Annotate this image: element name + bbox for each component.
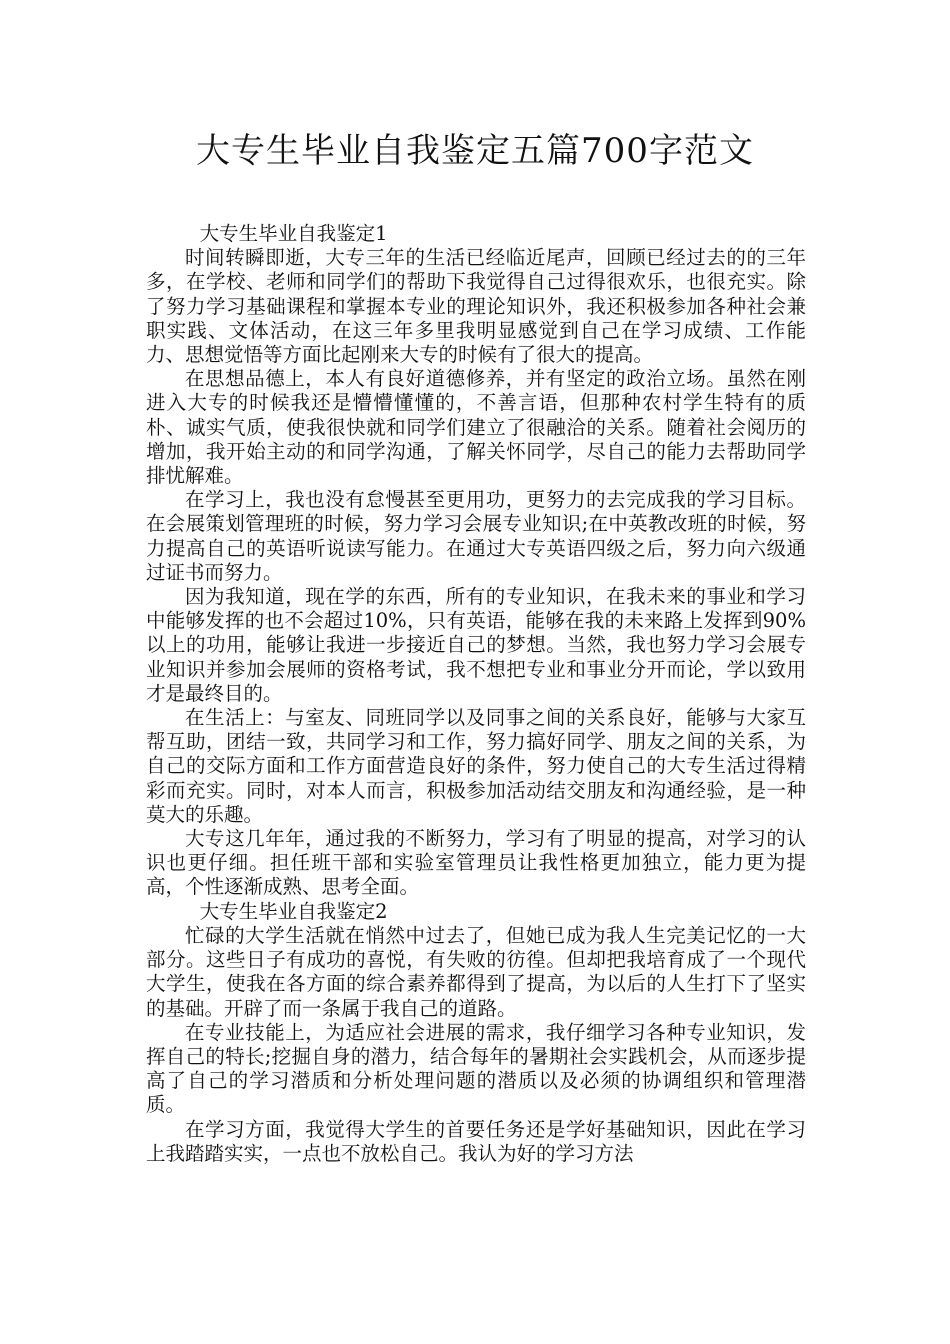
document-body [146, 222, 806, 1166]
section-heading: 大专生毕业自我鉴定2 [199, 899, 388, 923]
document-title: 大专生毕业自我鉴定五篇700字范文 [196, 131, 754, 171]
paragraph: 因为我知道，现在学的东西，所有的专业知识，在我未来的事业和学习中能够发挥的也不会超过10%，只有英语，能够在我的未来路上发挥到90%以上的功用，能够让我进一步接近自己的梦想。当然，我也努力学习会展专业知识并参加会展师的资格考试，我不想把专业和事业分开而论，学以致用才是最终目的。 [146, 585, 806, 705]
paragraph: 在学习方面，我觉得大学生的首要任务还是学好基础知识，因此在学习上我踏踏实实，一点也不放松自己。我认为好的学习方法 [146, 1117, 806, 1165]
paragraph: 在思想品德上，本人有良好道德修养，并有坚定的政治立场。虽然在刚进入大专的时候我还是懵懵懂懂的，不善言语，但那种农村学生特有的质朴、诚实气质，使我很快就和同学们建立了很融洽的关系。随着社会阅历的增加，我开始主动的和同学沟通，了解关怀同学，尽自己的能力去帮助同学排忧解难。 [146, 367, 806, 488]
paragraph: 在学习上，我也没有怠慢甚至更用功，更努力的去完成我的学习目标。在会展策划管理班的时候，努力学习会展专业知识;在中英教改班的时候，努力提高自己的英语听说读写能力。在通过大专英语四级之后，努力向六级通过证书而努力。 [146, 488, 806, 584]
paragraph: 时间转瞬即逝，大专三年的生活已经临近尾声，回顾已经过去的的三年多，在学校、老师和同学们的帮助下我觉得自己过得很欢乐，也很充实。除了努力学习基础课程和掌握本专业的理论知识外，我还积极参加各种社会兼职实践、文体活动，在这三年多里我明显感觉到自己在学习成绩、工作能力、思想觉悟等方面比起刚来大专的时候有了很大的提高。 [146, 246, 806, 367]
paragraph: 在生活上：与室友、同班同学以及同事之间的关系良好，能够与大家互帮互助，团结一致，共同学习和工作，努力搞好同学、朋友之间的关系，为自己的交际方面和工作方面营造良好的条件，努力使自己的大专生活过得精彩而充实。同时，对本人而言，积极参加活动结交朋友和沟通经验，是一种莫大的乐趣。 [146, 706, 806, 826]
paragraph: 在专业技能上，为适应社会进展的需求，我仔细学习各种专业知识，发挥自己的特长;挖掘自身的潜力，结合每年的暑期社会实践机会，从而逐步提高了自己的学习潜质和分析处理问题的潜质以及必须的协调组织和管理潜质。 [146, 1020, 806, 1117]
section-heading: 大专生毕业自我鉴定1 [199, 222, 388, 245]
paragraph: 忙碌的大学生活就在悄然中过去了，但她已成为我人生完美记忆的一大部分。这些日子有成功的喜悦，有失败的彷徨。但却把我培育成了一个现代大学生，使我在各方面的综合素养都得到了提高，为以后的人生打下了坚实的基础。开辟了而一条属于我自己的道路。 [146, 923, 806, 1020]
paragraph: 大专这几年年，通过我的不断努力，学习有了明显的提高，对学习的认识也更仔细。担任班干部和实验室管理员让我性格更加独立，能力更为提高，个性逐渐成熟、思考全面。 [146, 827, 806, 899]
